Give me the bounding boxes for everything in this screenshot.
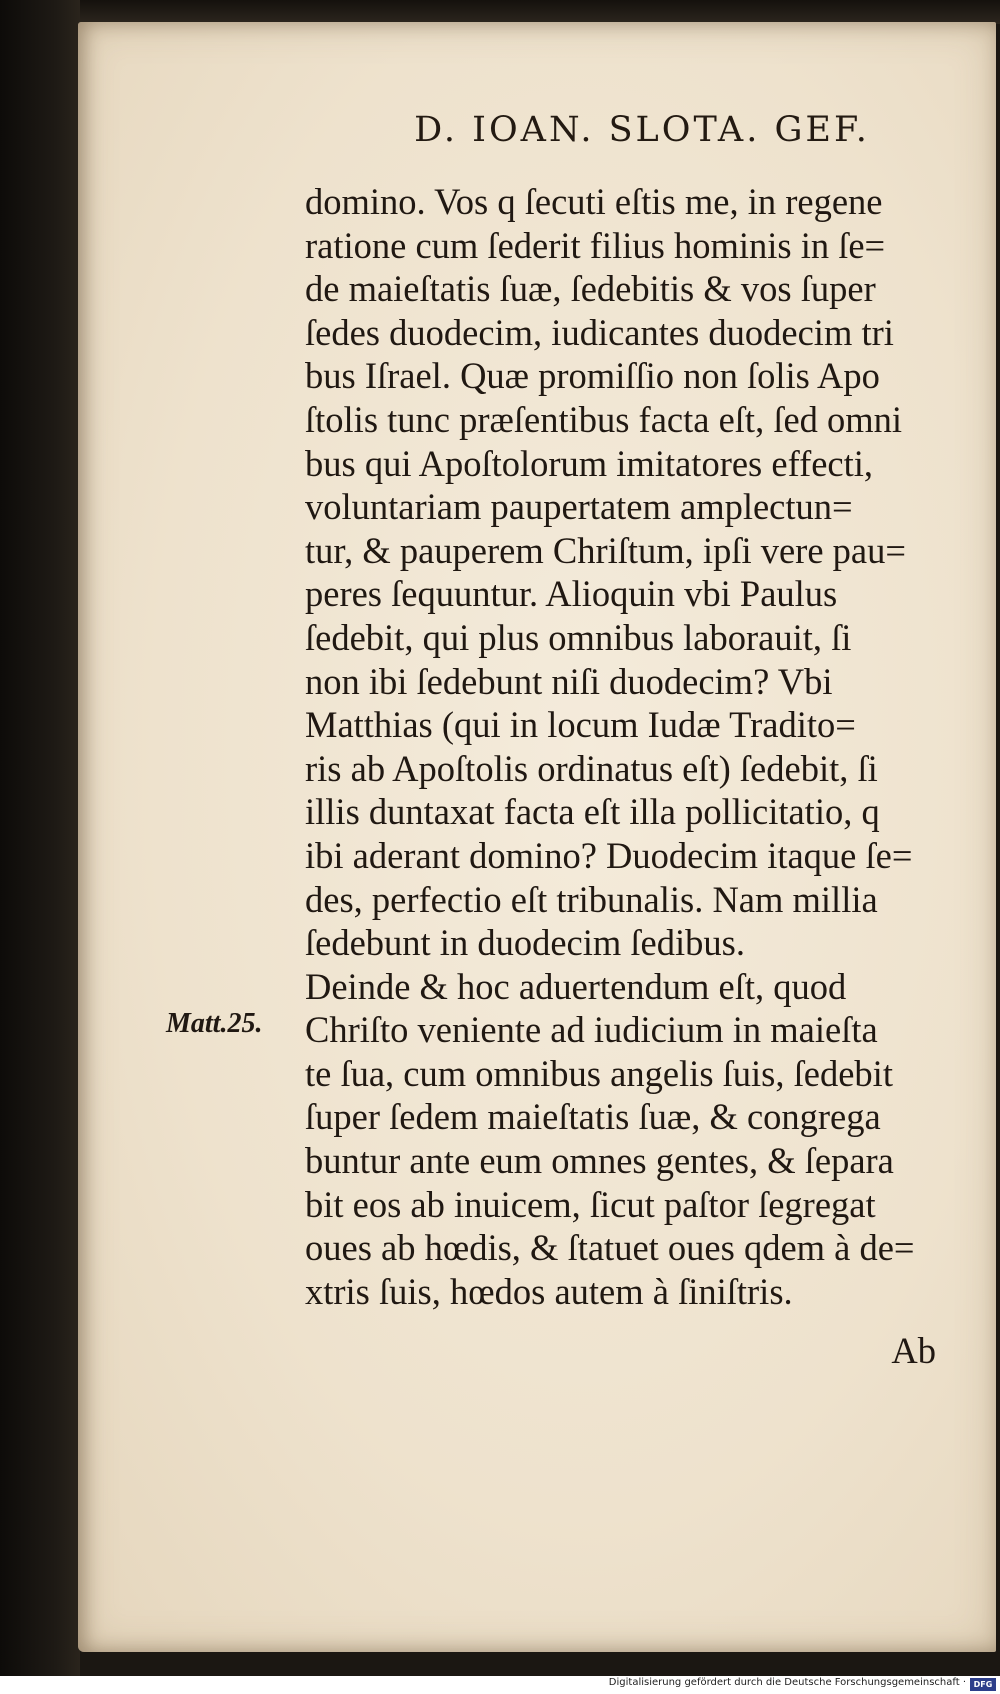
text-line: buntur ante eum omnes gentes, & ſepara <box>305 1140 894 1182</box>
text-line: ratione cum ſederit filius hominis in ſe= <box>305 224 886 266</box>
catchword: Ab <box>891 1330 936 1371</box>
book-page <box>78 22 996 1652</box>
text-line: ſedebit, qui plus omnibus laborauit, ſi <box>305 616 852 658</box>
text-line: xtris ſuis, hœdos autem à ſiniſtris. <box>305 1270 793 1312</box>
text-line: tur, & pauperem Chriſtum, ipſi vere pau= <box>305 529 906 571</box>
text-line: ſedes duodecim, iudicantes duodecim tri <box>305 311 894 353</box>
text-line: Deinde & hoc aduertendum eſt, quod <box>305 965 847 1007</box>
text-line: ſuper ſedem maieſtatis ſuæ, & congrega <box>305 1096 881 1138</box>
text-line: illis duntaxat facta eſt illa pollicitatio, q <box>305 791 880 833</box>
text-line: ſtolis tunc præſentibus facta eſt, ſed omni <box>305 398 903 440</box>
text-line: bus Iſrael. Quæ promiſſio non ſolis Apo <box>305 355 880 397</box>
text-line: bus qui Apoſtolorum imitatores effecti, <box>305 442 874 484</box>
text-line: te ſua, cum omnibus angelis ſuis, ſedebit <box>305 1052 893 1094</box>
text-line: bit eos ab inuicem, ſicut paſtor ſegregat <box>305 1183 876 1225</box>
text-line: voluntariam paupertatem amplectun= <box>305 486 853 528</box>
text-line: des, perfectio eſt tribunalis. Nam millia <box>305 878 878 920</box>
book-top-edge <box>80 0 1000 24</box>
running-head: D. IOAN. SLOTA. GEF. <box>414 110 870 150</box>
text-line: domino. Vos q ſecuti eſtis me, in regene <box>305 181 883 222</box>
text-line: peres ſequuntur. Alioquin vbi Paulus <box>305 573 838 615</box>
text-line: non ibi ſedebunt niſi duodecim? Vbi <box>305 660 833 702</box>
text-line: oues ab hœdis, & ſtatuet oues qdem à de= <box>305 1227 915 1269</box>
text-line: ris ab Apoſtolis ordinatus eſt) ſedebit, ſi <box>305 747 878 789</box>
text-line: Matthias (qui in locum Iudæ Tradito= <box>305 704 856 746</box>
margin-note: Matt.25. <box>166 1008 263 1039</box>
text-line: Chriſto veniente ad iudicium in maieſta <box>305 1009 878 1051</box>
body-text <box>305 180 945 1313</box>
dfg-logo-icon: DFG <box>970 1678 996 1691</box>
text-line: ſedebunt in duodecim ſedibus. <box>305 922 745 964</box>
book-spine <box>0 0 80 1694</box>
text-line: de maieſtatis ſuæ, ſedebitis & vos ſuper <box>305 268 876 310</box>
digitization-credit: Digitalisierung gefördert durch die Deutsche Forschungsgemeinschaft · <box>608 1677 966 1688</box>
text-line: ibi aderant domino? Duodecim itaque ſe= <box>305 834 913 876</box>
